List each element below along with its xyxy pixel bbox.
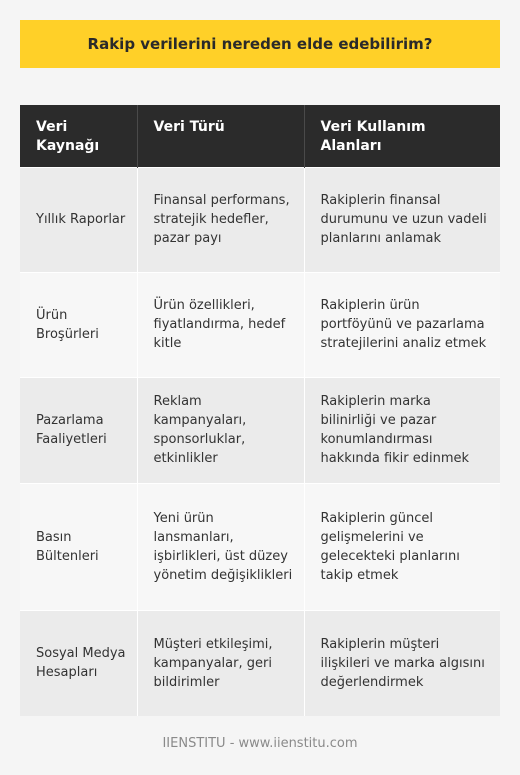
cell-usage: Rakiplerin müşteri ilişkileri ve marka algısını değerlendirmek [304,610,500,716]
cell-type: Reklam kampanyaları, sponsorluklar, etkinlikler [137,377,304,483]
cell-usage: Rakiplerin marka bilinirliği ve pazar konumlandırması hakkında fikir edinmek [304,377,500,483]
cell-usage: Rakiplerin finansal durumunu ve uzun vadeli planlarını anlamak [304,167,500,272]
column-header-usage: Veri Kullanım Alanları [304,105,500,167]
column-header-type: Veri Türü [137,105,304,167]
cell-type: Yeni ürün lansmanları, işbirlikleri, üst düzey yönetim değişiklikleri [137,483,304,610]
cell-source: Sosyal Medya Hesapları [20,610,137,716]
footer-credit: IIENSTITU - www.iienstitu.com [162,736,358,751]
cell-type: Ürün özellikleri, fiyatlandırma, hedef kitle [137,272,304,377]
table-row [20,610,500,716]
page-title: Rakip verilerini nereden elde edebilirim? [87,35,433,53]
table-header-row [20,105,500,167]
table-row [20,272,500,377]
cell-usage: Rakiplerin güncel gelişmelerini ve gelecekteki planlarını takip etmek [304,483,500,610]
cell-source: Ürün Broşürleri [20,272,137,377]
cell-source: Yıllık Raporlar [20,167,137,272]
table-row [20,483,500,610]
cell-usage: Rakiplerin ürün portföyünü ve pazarlama stratejilerini analiz etmek [304,272,500,377]
table-row [20,167,500,272]
cell-type: Finansal performans, stratejik hedefler, pazar payı [137,167,304,272]
cell-source: Basın Bültenleri [20,483,137,610]
table-row [20,377,500,483]
cell-type: Müşteri etkileşimi, kampanyalar, geri bildirimler [137,610,304,716]
column-header-source: Veri Kaynağı [20,105,137,167]
title-banner [20,20,500,68]
data-sources-table [20,105,500,716]
cell-source: Pazarlama Faaliyetleri [20,377,137,483]
